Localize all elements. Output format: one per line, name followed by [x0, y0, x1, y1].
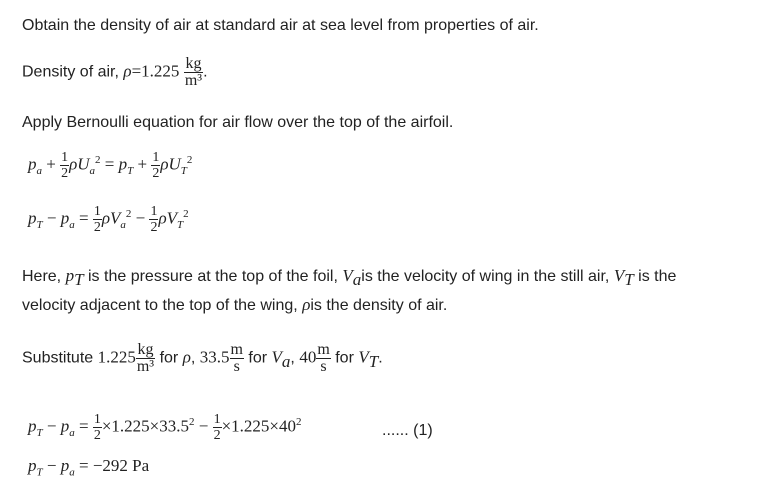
density-label: Density of air, — [22, 63, 119, 81]
for-word: for — [248, 349, 268, 367]
intro-text: Obtain the density of air at standard air at sea level from properties of air. — [22, 17, 539, 34]
half-den: 2 — [213, 428, 221, 443]
rho-symbol: ρ — [123, 61, 132, 81]
here-line-2: velocity adjacent to the top of the wing, ρis the density of air. — [22, 295, 448, 314]
term-2: ×1.225×40 — [221, 416, 297, 436]
unit-m: m — [317, 341, 330, 358]
half-den: 2 — [93, 220, 101, 235]
final-result: −292 Pa — [92, 456, 150, 475]
result-equation-2: $p_T - p_a = -292$ Pa — [28, 456, 150, 479]
here-text-6: is the density of air. — [310, 297, 448, 314]
here-text-5: velocity adjacent to the top of the wing, — [22, 297, 298, 314]
density-unit — [184, 56, 203, 89]
half-num: 1 — [93, 204, 101, 219]
substitute-label: Substitute — [22, 349, 94, 367]
unit-kg: kg — [137, 341, 154, 358]
here-text-4: is the — [638, 268, 677, 285]
for-word: for — [159, 349, 179, 367]
half-num: 1 — [93, 412, 101, 427]
half-den: 2 — [150, 220, 158, 235]
here-text-3: is the velocity of wing in the still air, — [361, 268, 610, 285]
bernoulli-equation-2: $p_T - p_a$ = $\frac{1}{2}$ $\rho V_a^2$ − $\frac{1}{2}$ $\rho V_T^2$ — [28, 204, 189, 235]
density-equals: = — [131, 61, 142, 81]
sub-value-vt: 40 — [299, 347, 317, 367]
here-line-1: Here, $p_T$ is the pressure at the top of the foil, $V_ais$ the velocity of wing in the still air, $V_T$ is the — [22, 266, 677, 290]
bernoulli-text: Apply Bernoulli equation for air flow over the top of the airfoil. — [22, 114, 454, 131]
half-num: 1 — [61, 150, 69, 165]
half-num: 1 — [150, 204, 158, 219]
half-num: 1 — [213, 412, 221, 427]
density-line — [22, 56, 208, 89]
density-value: 1.225 — [141, 61, 180, 81]
bernoulli-equation-1: $p_a$ + $\frac{1}{2}$ $\rho U_a^2 = p_T$ + $\frac{1}{2}$ $\rho U_T^2$ — [28, 150, 193, 181]
half-den: 2 — [152, 166, 160, 181]
unit-s: s — [320, 358, 327, 375]
half-num: 1 — [152, 150, 160, 165]
density-unit-num: kg — [185, 55, 202, 72]
unit-m: m — [230, 341, 243, 358]
sub-unit-ms — [316, 342, 330, 375]
unit-s: s — [233, 358, 240, 375]
half-den: 2 — [93, 428, 101, 443]
half-den: 2 — [61, 166, 69, 181]
density-unit-den: m³ — [184, 72, 203, 89]
sub-value-va: 33.5 — [199, 347, 230, 367]
equation-number: ...... (1) — [382, 422, 433, 439]
term-1: ×1.225×33.5 — [101, 416, 189, 436]
sub-value-density: 1.225 — [97, 347, 136, 367]
substitute-line: Substitute 1.225 $\frac{kg}{\text{m³}}$ for ρ, 33.5 $\frac{m}{s}$ for $V_a$, 40 $\frac{m}{s}$ for $V_T$. — [22, 341, 383, 375]
density-period: . — [203, 63, 208, 81]
here-text-1: Here, — [22, 268, 62, 285]
sub-unit-ms — [230, 342, 244, 375]
unit-m3: m³ — [136, 358, 155, 375]
result-equation-1: $p_T - p_a$ = $\frac{1}{2}$ $\times 1.225\times 33.5^2$ − $\frac{1}{2}$ $\times 1.225\times 40^2$ — [28, 412, 302, 443]
sub-unit-density — [136, 342, 155, 375]
here-text-2: is the pressure at the top of the foil, — [88, 268, 338, 285]
for-word: for — [335, 349, 354, 367]
